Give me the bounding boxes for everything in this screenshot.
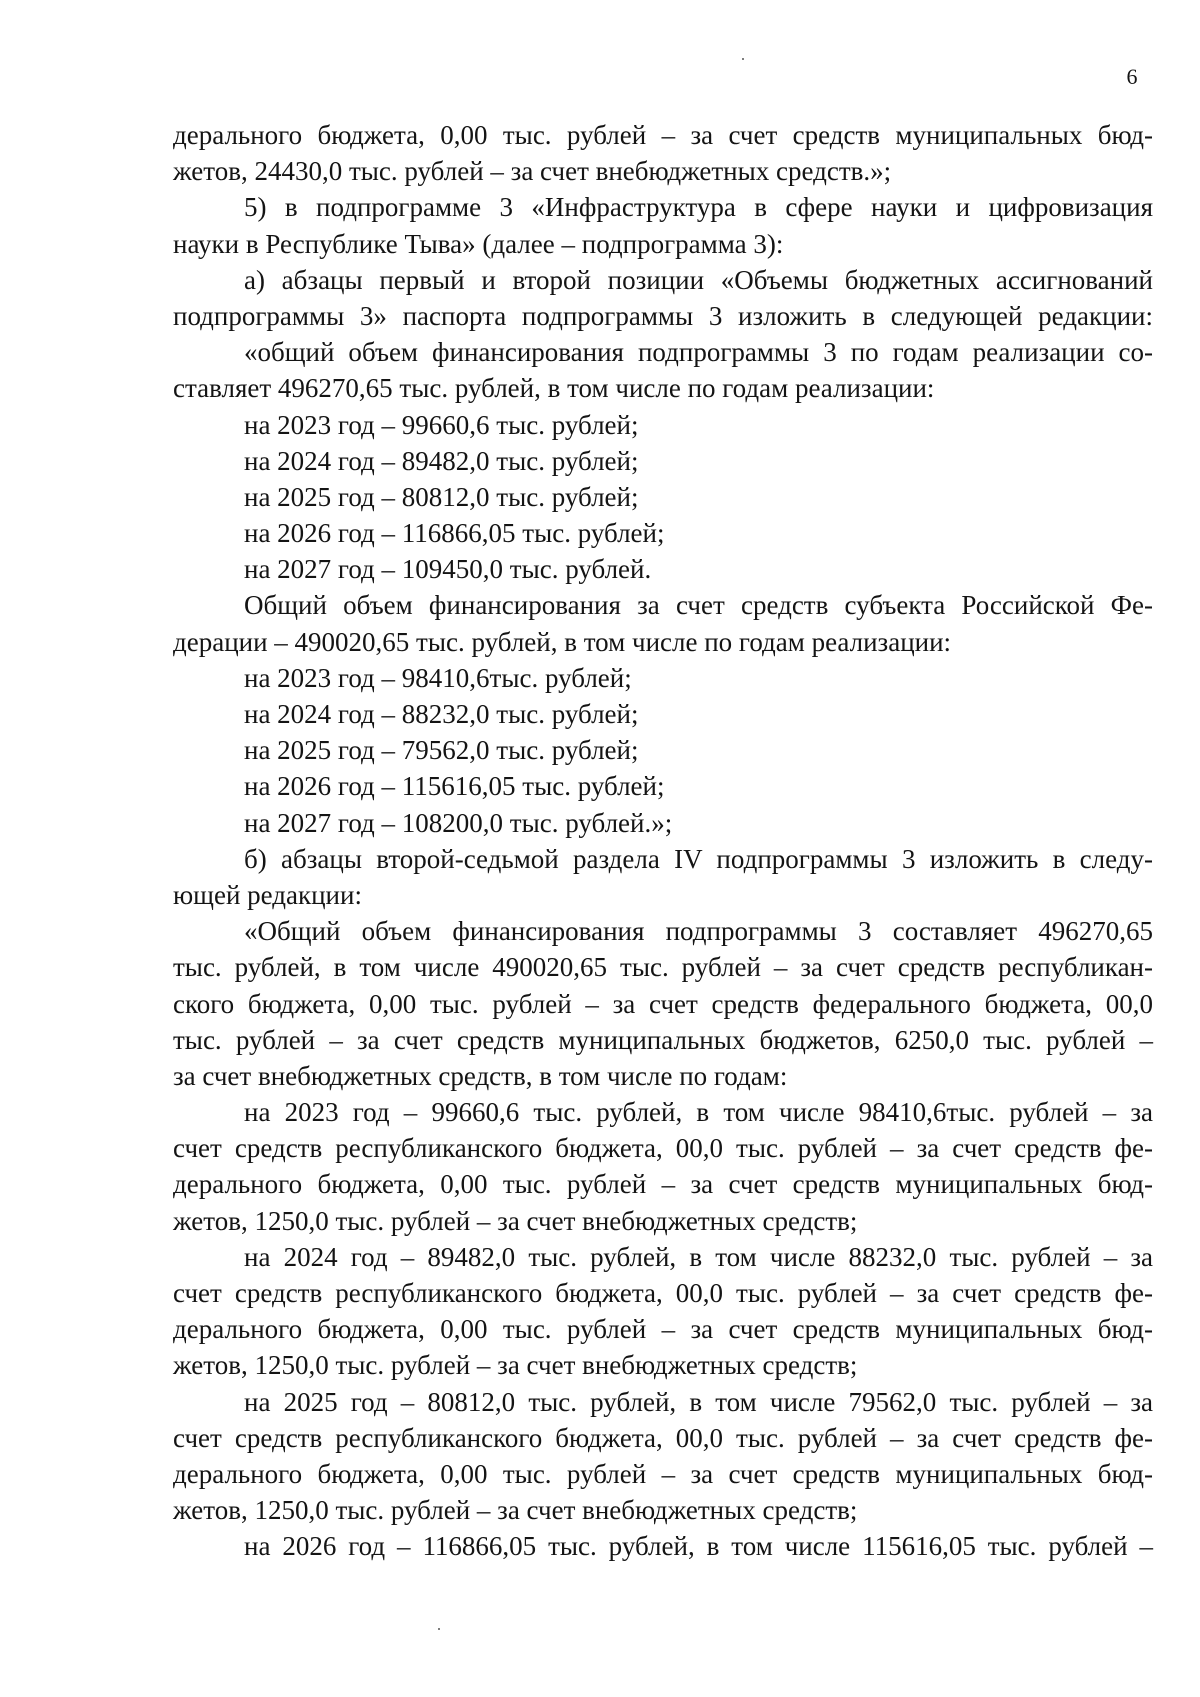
- page-number: 6: [1126, 64, 1138, 89]
- text-line: а) абзацы первый и второй позиции «Объемы бюджетных ассигнований: [244, 264, 1153, 295]
- text-line: жетов, 1250,0 тыс. рублей – за счет внебюджетных средств;: [173, 1495, 858, 1526]
- text-line: на 2025 год – 80812,0 тыс. рублей;: [244, 481, 639, 512]
- text-line: счет средств республиканского бюджета, 00,0 тыс. рублей – за счет средств фе-: [173, 1422, 1153, 1453]
- text-line: за счет внебюджетных средств, в том числе по годам:: [173, 1060, 788, 1091]
- text-line: дерального бюджета, 0,00 тыс. рублей – за счет средств муниципальных бюд-: [173, 1314, 1153, 1345]
- text-line: ющей редакции:: [173, 879, 362, 910]
- text-line: на 2024 год – 89482,0 тыс. рублей;: [244, 445, 639, 476]
- text-line: жетов, 1250,0 тыс. рублей – за счет внебюджетных средств;: [173, 1205, 858, 1236]
- text-line: жетов, 1250,0 тыс. рублей – за счет внебюджетных средств;: [173, 1350, 858, 1381]
- text-line: счет средств республиканского бюджета, 00,0 тыс. рублей – за счет средств фе-: [173, 1133, 1153, 1164]
- text-line: «общий объем финансирования подпрограммы 3 по годам реализации со-: [244, 337, 1153, 368]
- text-line: на 2026 год – 115616,05 тыс. рублей;: [244, 771, 665, 802]
- text-line: дерации – 490020,65 тыс. рублей, в том числе по годам реализации:: [173, 626, 952, 657]
- text-line: Общий объем финансирования за счет средств субъекта Российской Фе-: [244, 590, 1153, 621]
- text-line: дерального бюджета, 0,00 тыс. рублей – за счет средств муниципальных бюд-: [173, 1169, 1153, 1200]
- scan-speck: [742, 58, 744, 60]
- text-line: ского бюджета, 0,00 тыс. рублей – за счет средств федерального бюджета, 00,0: [173, 988, 1153, 1019]
- text-line: б) абзацы второй-седьмой раздела IV подпрограммы 3 изложить в следу-: [244, 843, 1153, 874]
- text-line: на 2025 год – 80812,0 тыс. рублей, в том числе 79562,0 тыс. рублей – за: [244, 1386, 1153, 1417]
- text-line: на 2023 год – 99660,6 тыс. рублей, в том числе 98410,6тыс. рублей – за: [244, 1097, 1153, 1128]
- text-line: на 2027 год – 108200,0 тыс. рублей.»;: [244, 807, 673, 838]
- text-line: жетов, 24430,0 тыс. рублей – за счет внебюджетных средств.»;: [173, 156, 892, 187]
- text-line: «Общий объем финансирования подпрограммы 3 составляет 496270,65: [244, 916, 1153, 947]
- text-line: 5) в подпрограмме 3 «Инфраструктура в сфере науки и цифровизация: [244, 192, 1153, 223]
- text-line: тыс. рублей, в том числе 490020,65 тыс. рублей – за счет средств республикан-: [173, 952, 1153, 983]
- scan-speck: [438, 1628, 440, 1630]
- text-line: науки в Республике Тыва» (далее – подпрограмма 3):: [173, 228, 784, 259]
- text-line: на 2026 год – 116866,05 тыс. рублей, в том числе 115616,05 тыс. рублей –: [244, 1531, 1153, 1562]
- text-line: на 2026 год – 116866,05 тыс. рублей;: [244, 518, 665, 549]
- text-line: на 2023 год – 99660,6 тыс. рублей;: [244, 409, 639, 440]
- text-line: на 2024 год – 89482,0 тыс. рублей, в том числе 88232,0 тыс. рублей – за: [244, 1241, 1153, 1272]
- text-line: счет средств республиканского бюджета, 00,0 тыс. рублей – за счет средств фе-: [173, 1278, 1153, 1308]
- text-line: дерального бюджета, 0,00 тыс. рублей – за счет средств муниципальных бюд-: [173, 1458, 1153, 1489]
- text-line: дерального бюджета, 0,00 тыс. рублей – за счет средств муниципальных бюд-: [173, 120, 1153, 150]
- text-line: тыс. рублей – за счет средств муниципальных бюджетов, 6250,0 тыс. рублей –: [173, 1024, 1153, 1055]
- text-line: на 2024 год – 88232,0 тыс. рублей;: [244, 699, 639, 729]
- text-line: подпрограммы 3» паспорта подпрограммы 3 изложить в следующей редакции:: [173, 300, 1153, 331]
- text-line: на 2025 год – 79562,0 тыс. рублей;: [244, 735, 639, 766]
- text-line: ставляет 496270,65 тыс. рублей, в том числе по годам реализации:: [173, 373, 935, 404]
- document-body: [173, 117, 1153, 1565]
- text-line: на 2023 год – 98410,6тыс. рублей;: [244, 662, 632, 693]
- text-line: на 2027 год – 109450,0 тыс. рублей.: [244, 554, 652, 585]
